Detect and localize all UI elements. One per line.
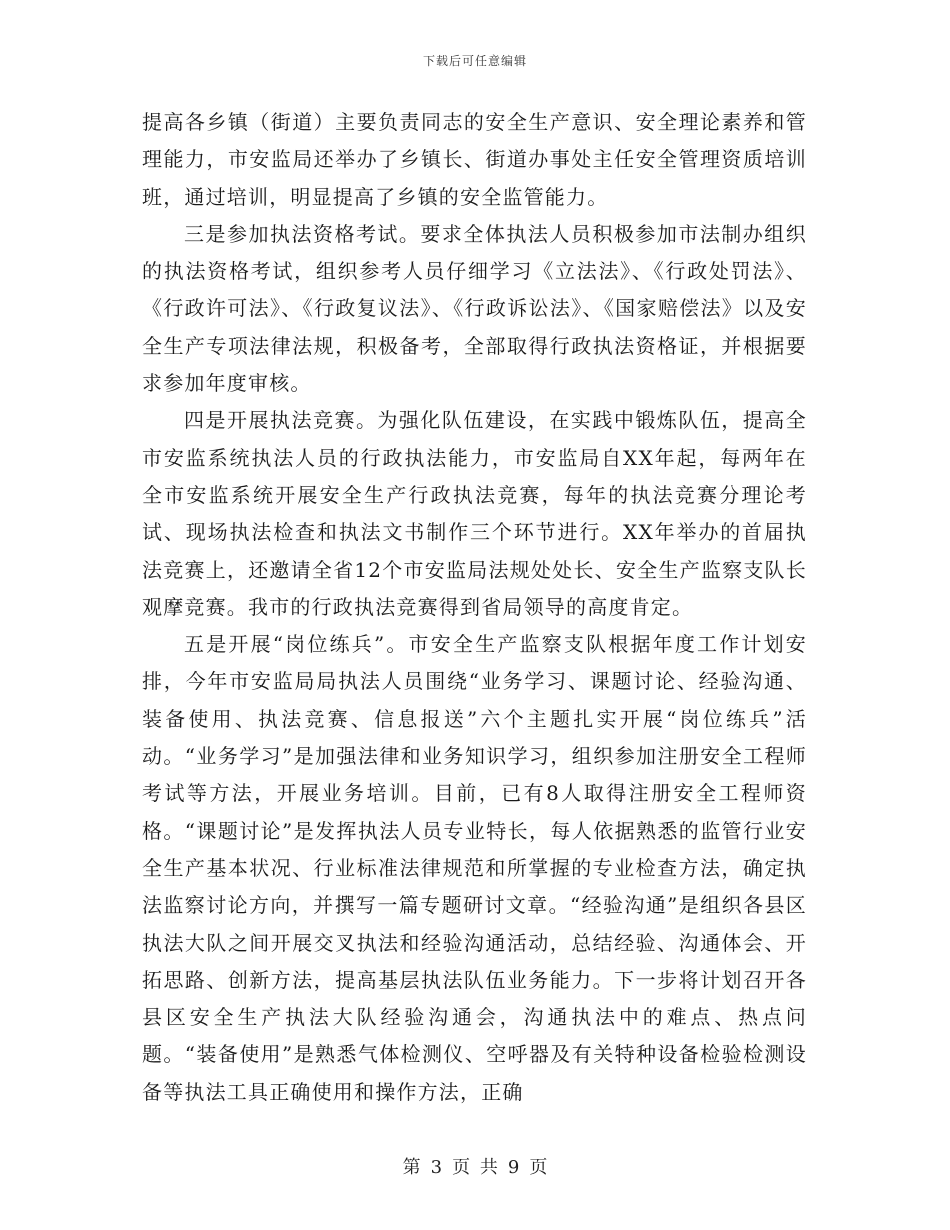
paragraph-competition: 四是开展执法竞赛。为强化队伍建设，在实践中锻炼队伍，提高全市安监系统执法人员的行政执法能力，市安监局自XX年起，每两年在全市安监系统开展安全生产行政执法竞赛，每年的执法竞赛分理论考试、现场执法检查和执法文书制作三个环节进行。XX年举办的首届执法竞赛上，还邀请全省12个市安监局法规处处长、安全生产监察支队长观摩竞赛。我市的行政执法竞赛得到省局领导的高度肯定。 xyxy=(142,408,807,619)
header-note: 下载后可任意编辑 xyxy=(422,54,527,68)
footer-suffix: 页 xyxy=(529,1157,548,1178)
paragraph-training: 五是开展“岗位练兵”。市安全生产监察支队根据年度工作计划安排，今年市安监局局执法人员围绕“业务学习、课题讨论、经验沟通、装备使用、执法竞赛、信息报送”六个主题扎实开展“岗位练兵”活动。“业务学习”是加强法律和业务知识学习，组织参加注册安全工程师考试等方法，开展业务培训。目前，已有8人取得注册安全工程师资格。“课题讨论”是发挥执法人员专业特长，每人依据熟悉的监管行业安全生产基本状况、行业标准法律规范和所掌握的专业检查方法，确定执法监察讨论方向，并撰写一篇专题研讨文章。“经验沟通”是组织各县区执法大队之间开展交叉执法和经验沟通活动，总结经验、沟通体会、开拓思路、创新方法，提高基层执法队伍业务能力。下一步将计划召开各县区安全生产执法大队经验沟通会，沟通执法中的难点、热点问题。“装备使用”是熟悉气体检测仪、空呼器及有关特种设备检验检测设备等执法工具正确使用和操作方法，正确 xyxy=(142,632,807,1104)
footer-middle: 页 共 xyxy=(452,1157,498,1178)
page-header xyxy=(0,52,950,69)
footer-prefix: 第 xyxy=(402,1157,421,1178)
document-body xyxy=(142,104,807,1111)
paragraph-continued: 提高各乡镇（街道）主要负责同志的安全生产意识、安全理论素养和管理能力，市安监局还举办了乡镇长、街道办事处主任安全管理资质培训班，通过培训，明显提高了乡镇的安全监管能力。 xyxy=(142,110,807,209)
page-footer xyxy=(0,1153,950,1179)
paragraph-exam: 三是参加执法资格考试。要求全体执法人员积极参加市法制办组织的执法资格考试，组织参考人员仔细学习《立法法》、《行政处罚法》、《行政许可法》、《行政复议法》、《行政诉讼法》、《国家赔偿法》以及安全生产专项法律法规，积极备考，全部取得行政执法资格证，并根据要求参加年度审核。 xyxy=(142,221,807,396)
total-page-number: 9 xyxy=(507,1157,520,1178)
current-page-number: 3 xyxy=(430,1157,443,1178)
